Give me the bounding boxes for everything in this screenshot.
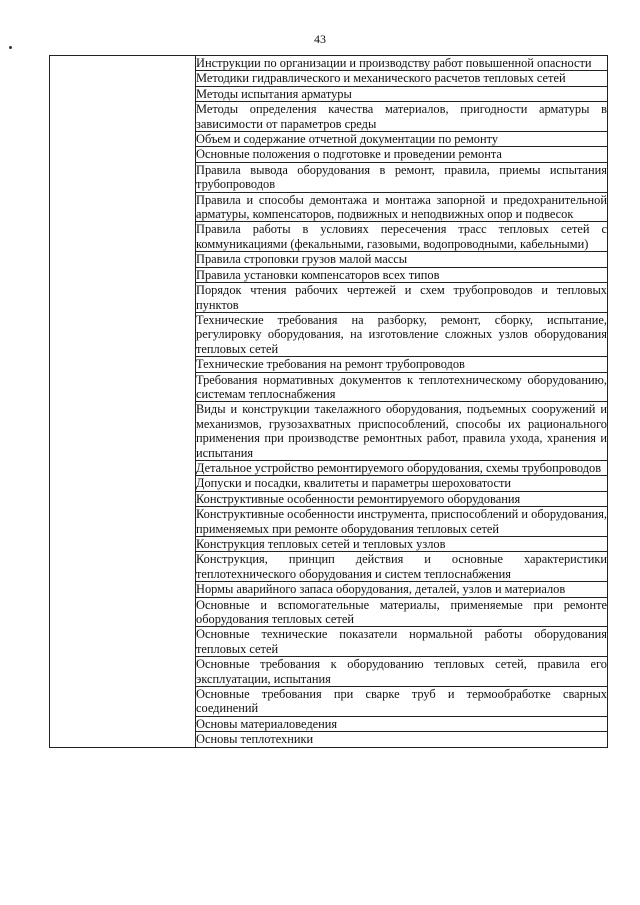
knowledge-table <box>49 55 608 748</box>
requirement-cell: Основные положения о подготовке и проведении ремонта <box>196 147 608 162</box>
requirement-cell: Конструктивные особенности ремонтируемого оборудования <box>196 491 608 506</box>
requirement-cell: Порядок чтения рабочих чертежей и схем трубопроводов и тепловых пунктов <box>196 283 607 312</box>
requirement-cell: Детальное устройство ремонтируемого оборудования, схемы трубопроводов <box>196 460 608 475</box>
requirement-cell: Инструкции по организации и производству работ повышенной опасности <box>196 56 608 71</box>
requirement-cell: Правила вывода оборудования в ремонт, правила, приемы испытания трубопроводов <box>196 162 607 192</box>
requirement-cell: Допуски и посадки, квалитеты и параметры шероховатости <box>196 476 608 491</box>
requirement-cell: Конструкция тепловых сетей и тепловых узлов <box>196 537 608 552</box>
requirement-cell: Основные технические показатели нормальной работы оборудования тепловых сетей <box>196 627 607 656</box>
knowledge-table-body <box>50 56 608 748</box>
requirement-cell: Технические требования на разборку, ремонт, сборку, испытание, регулировку оборудования, на изготовление сложных узлов оборудования тепловых сетей <box>196 312 607 356</box>
requirement-cell: Основные требования к оборудованию тепловых сетей, правила его эксплуатации, испытания <box>196 657 607 686</box>
requirement-cell: Конструктивные особенности инструмента, приспособлений и оборудования, применяемых при ремонте оборудования тепловых сетей <box>196 507 608 536</box>
requirement-cell: Требования нормативных документов к теплотехническому оборудованию, системам теплоснабжения <box>196 372 607 401</box>
page-number: 43 <box>314 32 326 46</box>
requirement-cell: Правила установки компенсаторов всех типов <box>196 267 608 282</box>
requirement-cell: Объем и содержание отчетной документации по ремонту <box>196 132 608 147</box>
scan-mark <box>9 46 12 49</box>
requirement-cell: Основы материаловедения <box>196 716 608 731</box>
table-row <box>50 56 608 71</box>
requirement-cell: Технические требования на ремонт трубопроводов <box>196 357 608 372</box>
requirement-cell: Основные и вспомогательные материалы, применяемые при ремонте оборудования тепловых сетей <box>196 597 607 627</box>
requirement-cell: Виды и конструкции такелажного оборудования, подъемных сооружений и механизмов, грузозахватных приспособлений, способы их рационального применения при производстве ремонтных работ, правила ухода, хранения и испытания <box>196 402 607 460</box>
left-empty-cell <box>50 56 196 748</box>
requirement-cell: Методы определения качества материалов, пригодности арматуры в зависимости от параметров среды <box>196 102 607 131</box>
requirement-cell: Методы испытания арматуры <box>196 86 608 101</box>
requirement-cell: Основы теплотехники <box>196 732 608 747</box>
requirement-cell: Правила работы в условиях пересечения трасс тепловых сетей с коммуникациями (фекальными, газовыми, водопроводными, кабельными) <box>196 222 607 251</box>
requirement-cell: Методики гидравлического и механического расчетов тепловых сетей <box>196 71 608 86</box>
requirement-cell: Конструкция, принцип действия и основные характеристики теплотехнического оборудования и систем теплоснабжения <box>196 552 607 581</box>
requirement-cell: Правила и способы демонтажа и монтажа запорной и предохранительной арматуры, компенсаторов, подвижных и неподвижных опор и подвесок <box>196 192 607 222</box>
requirement-cell: Основные требования при сварке труб и термообработке сварных соединений <box>196 687 607 716</box>
requirement-cell: Правила строповки грузов малой массы <box>196 252 608 267</box>
requirement-cell: Нормы аварийного запаса оборудования, деталей, узлов и материалов <box>196 582 608 597</box>
